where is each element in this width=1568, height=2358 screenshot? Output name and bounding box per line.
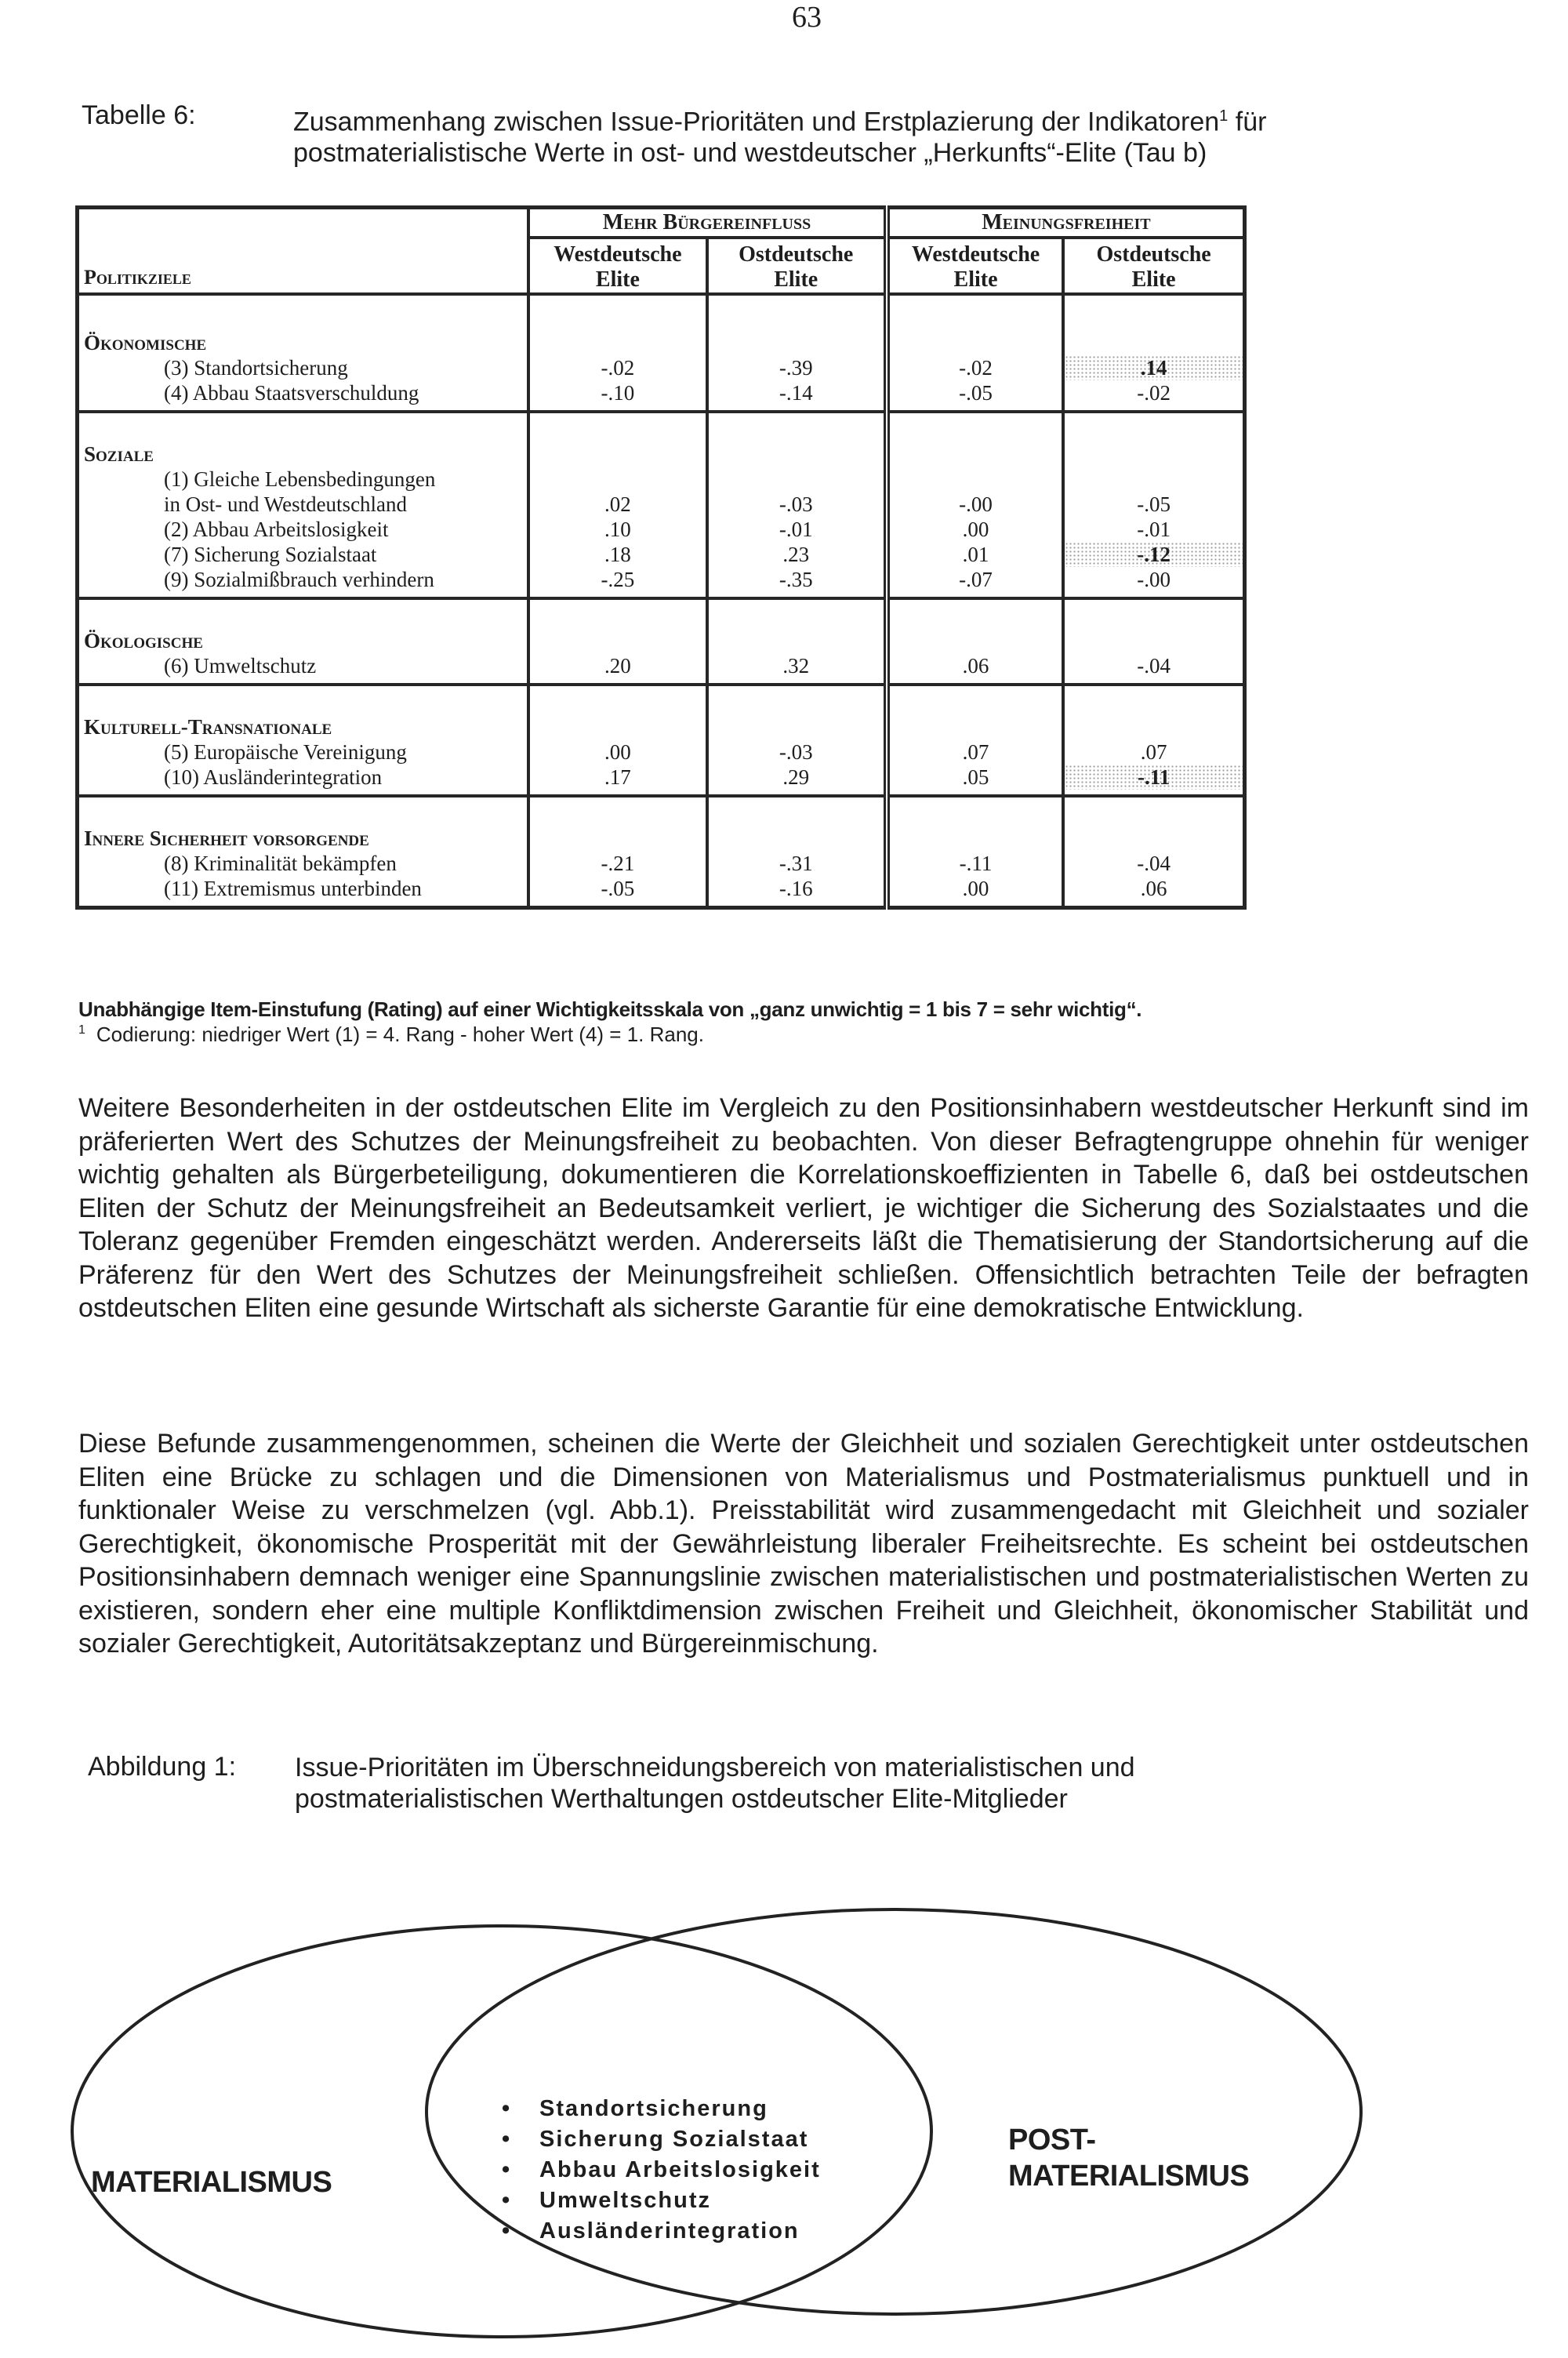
item-label: (11) Extremismus unterbinden bbox=[164, 877, 422, 900]
correlation-value: .18 bbox=[604, 543, 631, 566]
value-column-cell bbox=[887, 412, 1063, 598]
correlation-value: -.01 bbox=[779, 518, 813, 541]
correlation-value: -.02 bbox=[959, 356, 993, 380]
correlation-value: .00 bbox=[604, 740, 631, 764]
value-column-cell bbox=[707, 685, 887, 796]
item-label: (2) Abbau Arbeitslosigkeit bbox=[164, 518, 389, 541]
category-cell bbox=[78, 685, 529, 796]
correlation-value: .10 bbox=[604, 518, 631, 541]
value-column-cell bbox=[528, 685, 706, 796]
table-footnote: $^1$ Codierung: niedriger Wert (1) = 4. Rang - hoher Wert (4) = 1. Rang. bbox=[78, 1023, 704, 1046]
correlation-value: -.10 bbox=[601, 381, 635, 405]
correlation-value: .05 bbox=[962, 765, 989, 789]
value-column-cell bbox=[707, 412, 887, 598]
category-label: Ökonomische bbox=[84, 331, 207, 354]
correlation-value: -.12 bbox=[1065, 542, 1243, 567]
item-label: (4) Abbau Staatsverschuldung bbox=[164, 381, 419, 405]
value-column-cell bbox=[1063, 796, 1244, 908]
item-label: (5) Europäische Vereinigung bbox=[164, 740, 407, 764]
value-column-cell bbox=[707, 796, 887, 908]
correlation-value: -.02 bbox=[601, 356, 635, 380]
figure-caption-label: Abbildung 1: bbox=[88, 1752, 237, 1782]
category-cell bbox=[78, 598, 529, 685]
value-column-cell bbox=[887, 685, 1063, 796]
correlation-value: -.00 bbox=[959, 492, 993, 516]
correlation-value: -.01 bbox=[1137, 518, 1171, 541]
correlation-value: .20 bbox=[604, 654, 631, 678]
table-row-group bbox=[78, 685, 1245, 796]
correlation-value: .07 bbox=[962, 740, 989, 764]
item-label: (9) Sozialmißbrauch verhindern bbox=[164, 568, 434, 591]
body-paragraph-1: Weitere Besonderheiten in der ostdeutschen Elite im Vergleich zu den Positionsinhabern westdeutscher Herkunft sind im präferierten Wert des Schutzes der Meinungsfreiheit zu beobachten. Von dieser Befragtengruppe ohnehin für weniger wichtig gehalten als Bürgerbeteiligung, dokumentieren die Korrelationskoeffizienten in Tabelle 6, daß bei ostdeutschen Eliten der Schutz der Meinungsfreiheit an Bedeutsamkeit verliert, je wichtiger die Sicherung des Sozialstaates und die Toleranz gegenüber Fremden eingeschätzt werden. Andererseits läßt die Thematisierung der Standortsicherung auf die Präferenz für den Wert des Schutzes der Meinungsfreiheit schließen. Offensichtlich betrachten Teile der befragten ostdeutschen Eliten eine gesunde Wirtschaft als sicherste Garantie für eine demokratische Entwicklung. bbox=[78, 1093, 1529, 1323]
venn-overlap-item: • Umweltschutz bbox=[502, 2185, 821, 2216]
table-row-group bbox=[78, 598, 1245, 685]
column-header: Ostdeutsche Elite bbox=[1063, 238, 1244, 294]
correlation-value: -.35 bbox=[779, 568, 813, 591]
correlation-value: .00 bbox=[962, 518, 989, 541]
correlation-value: -.05 bbox=[959, 381, 993, 405]
venn-overlap-item: • Standortsicherung bbox=[502, 2094, 821, 2124]
value-column-cell bbox=[1063, 294, 1244, 412]
group-header-buergereinfluss: Mehr Bürgereinfluß bbox=[528, 208, 887, 238]
correlation-value: -.11 bbox=[1065, 765, 1243, 790]
venn-overlap-item: • Abbau Arbeitslosigkeit bbox=[502, 2155, 821, 2185]
item-label: (3) Standortsicherung bbox=[164, 356, 348, 380]
value-column-cell bbox=[1063, 598, 1244, 685]
correlation-value: -.31 bbox=[779, 852, 813, 875]
value-column-cell bbox=[707, 294, 887, 412]
correlation-value: .23 bbox=[782, 543, 810, 566]
table-caption-line1: Zusammenhang zwischen Issue-Prioritäten und Erstplazierung der Indikatoren bbox=[293, 107, 1220, 137]
correlation-value: -.00 bbox=[1137, 568, 1171, 591]
correlation-value: -.07 bbox=[959, 568, 993, 591]
correlation-value: .17 bbox=[604, 765, 631, 789]
correlation-value: .01 bbox=[962, 543, 989, 566]
venn-overlap-list bbox=[502, 2094, 821, 2247]
venn-label-postmaterialism: POST- MATERIALISMUS bbox=[1008, 2124, 1250, 2193]
correlation-value: -.39 bbox=[779, 356, 813, 380]
category-cell bbox=[78, 796, 529, 908]
correlation-value: -.16 bbox=[779, 877, 813, 900]
table-row-group bbox=[78, 796, 1245, 908]
correlation-value: .02 bbox=[604, 492, 631, 516]
table-caption-line2: postmaterialistische Werte in ost- und westdeutscher „Herkunfts“-Elite (Tau b) bbox=[293, 138, 1207, 169]
correlation-value: -.25 bbox=[601, 568, 635, 591]
category-cell bbox=[78, 412, 529, 598]
correlation-value: -.03 bbox=[779, 492, 813, 516]
value-column-cell bbox=[528, 294, 706, 412]
item-label: (7) Sicherung Sozialstaat bbox=[164, 543, 377, 566]
correlation-value: .07 bbox=[1140, 740, 1167, 764]
correlation-value: -.11 bbox=[959, 852, 993, 875]
column-header: Ostdeutsche Elite bbox=[707, 238, 887, 294]
category-label: Ökologische bbox=[84, 629, 203, 652]
correlation-value: -.14 bbox=[779, 381, 813, 405]
correlation-value: -.05 bbox=[601, 877, 635, 900]
correlation-value: -.05 bbox=[1137, 492, 1171, 516]
category-label: Innere Sicherheit vorsorgende bbox=[84, 827, 369, 850]
group-header-meinungsfreiheit: Meinungsfreiheit bbox=[887, 208, 1245, 238]
value-column-cell bbox=[1063, 412, 1244, 598]
value-column-cell bbox=[1063, 685, 1244, 796]
footnote-mark: 1 bbox=[1219, 107, 1229, 125]
value-column-cell bbox=[887, 598, 1063, 685]
page-number: 63 bbox=[792, 1, 822, 34]
correlation-value: .29 bbox=[782, 765, 810, 789]
rating-note: Unabhängige Item-Einstufung (Rating) auf einer Wichtigkeitsskala von „ganz unwichtig = 1 bis 7 = sehr wichtig“. bbox=[78, 997, 1142, 1021]
figure-caption: Issue-Prioritäten im Überschneidungsbereich von materialistischen und postmaterialistischen Werthaltungen ostdeutscher Elite-Mitglieder bbox=[295, 1753, 1135, 1814]
correlation-value: -.04 bbox=[1137, 654, 1171, 678]
item-label-continued: in Ost- und Westdeutschland bbox=[164, 492, 408, 516]
body-paragraph-2: Diese Befunde zusammengenommen, scheinen die Werte der Gleichheit und sozialen Gerechtigkeit unter ostdeutschen Eliten eine Brücke zu schlagen und die Dimensionen von Materialismus und Postmaterialismus punktuell und in funktionaler Weise zu verschmelzen (vgl. Abb.1). Preisstabilität wird zusammengedacht mit Gleichheit und sozialer Gerechtigkeit, ökonomische Prosperität mit der Gewährleistung liberaler Freiheitsrechte. Es scheint bei ostdeutschen Positionsinhabern demnach weniger eine Spannungslinie zwischen materialistischen und postmaterialistischen Werten zu existieren, sondern eher eine multiple Konfliktdimension zwischen Freiheit und Gleichheit, ökonomischer Stabilität und sozialer Gerechtigkeit, Autoritätsakzeptanz und Bürgereinmischung. bbox=[78, 1429, 1529, 1659]
table-row-group bbox=[78, 294, 1245, 412]
table-caption-label: Tabelle 6: bbox=[82, 100, 196, 130]
category-cell bbox=[78, 294, 529, 412]
value-column-cell bbox=[528, 796, 706, 908]
venn-label-materialism: MATERIALISMUS bbox=[91, 2166, 332, 2199]
item-label: (6) Umweltschutz bbox=[164, 654, 317, 678]
value-column-cell bbox=[528, 412, 706, 598]
item-label: (8) Kriminalität bekämpfen bbox=[164, 852, 397, 875]
category-label: Soziale bbox=[84, 442, 154, 466]
row-header-label: Politikziele bbox=[78, 208, 529, 295]
correlation-value: .06 bbox=[962, 654, 989, 678]
correlation-value: .00 bbox=[962, 877, 989, 900]
correlation-value: -.02 bbox=[1137, 381, 1171, 405]
value-column-cell bbox=[887, 796, 1063, 908]
table-caption bbox=[293, 100, 1516, 169]
item-label: (1) Gleiche Lebensbedingungen bbox=[164, 467, 436, 491]
table-row-group bbox=[78, 412, 1245, 598]
value-column-cell bbox=[887, 294, 1063, 412]
correlation-value: -.03 bbox=[779, 740, 813, 764]
table-body bbox=[78, 294, 1245, 908]
correlation-value: -.21 bbox=[601, 852, 635, 875]
correlation-value: .06 bbox=[1140, 877, 1167, 900]
column-header: Westdeutsche Elite bbox=[528, 238, 706, 294]
venn-overlap-item: • Sicherung Sozialstaat bbox=[502, 2124, 821, 2155]
correlation-table bbox=[75, 205, 1247, 910]
value-column-cell bbox=[707, 598, 887, 685]
item-label: (10) Ausländerintegration bbox=[164, 765, 383, 789]
correlation-value: -.04 bbox=[1137, 852, 1171, 875]
column-header: Westdeutsche Elite bbox=[887, 238, 1063, 294]
correlation-value: .14 bbox=[1065, 355, 1243, 380]
correlation-value: .32 bbox=[782, 654, 810, 678]
value-column-cell bbox=[528, 598, 706, 685]
category-label: Kulturell-Transnationale bbox=[84, 715, 332, 739]
table-caption-line1-end: für bbox=[1228, 107, 1267, 137]
venn-overlap-item: • Ausländerintegration bbox=[502, 2216, 821, 2247]
